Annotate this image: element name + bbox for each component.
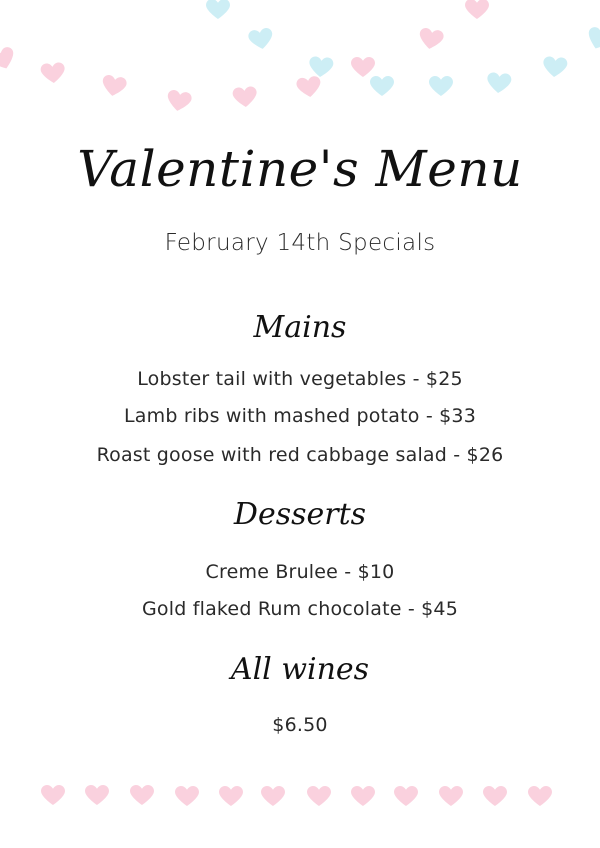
heart-icon bbox=[231, 85, 259, 109]
page-title: Valentine's Menu bbox=[77, 140, 523, 198]
heart-icon bbox=[369, 75, 395, 97]
heart-icon bbox=[350, 785, 376, 807]
menu-item: Roast goose with red cabbage salad - $26 bbox=[96, 444, 504, 466]
section-heading-mains: Mains bbox=[253, 310, 347, 345]
heart-icon bbox=[40, 784, 66, 806]
heart-icon bbox=[246, 26, 275, 52]
menu-item: $6.50 bbox=[272, 714, 328, 736]
heart-icon bbox=[583, 24, 600, 54]
heart-icon bbox=[428, 75, 454, 97]
heart-icon bbox=[0, 44, 19, 74]
heart-icon bbox=[218, 785, 244, 807]
heart-icon bbox=[464, 0, 490, 20]
heart-icon bbox=[84, 784, 110, 806]
section-heading-desserts: Desserts bbox=[233, 497, 367, 532]
heart-icon bbox=[306, 785, 332, 807]
heart-icon bbox=[416, 26, 445, 52]
heart-icon bbox=[174, 785, 200, 807]
heart-icon bbox=[485, 71, 513, 95]
heart-icon bbox=[99, 73, 128, 99]
menu-item: Lobster tail with vegetables - $25 bbox=[137, 368, 463, 390]
heart-icon bbox=[438, 785, 464, 807]
heart-icon bbox=[39, 61, 67, 85]
heart-icon bbox=[295, 74, 324, 99]
menu-item: Lamb ribs with mashed potato - $33 bbox=[123, 405, 476, 427]
heart-icon bbox=[541, 55, 569, 79]
heart-icon bbox=[350, 56, 376, 78]
heart-icon bbox=[129, 784, 155, 806]
menu-item: Gold flaked Rum chocolate - $45 bbox=[141, 598, 459, 620]
heart-icon bbox=[393, 785, 419, 807]
page-subtitle: February 14th Specials bbox=[164, 230, 436, 256]
heart-icon bbox=[260, 785, 286, 807]
heart-icon bbox=[307, 55, 335, 79]
section-heading-wines: All wines bbox=[230, 652, 370, 687]
heart-icon bbox=[482, 785, 508, 807]
heart-icon bbox=[164, 88, 193, 114]
menu-item: Creme Brulee - $10 bbox=[205, 561, 395, 583]
heart-icon bbox=[527, 785, 553, 807]
heart-icon bbox=[205, 0, 231, 20]
